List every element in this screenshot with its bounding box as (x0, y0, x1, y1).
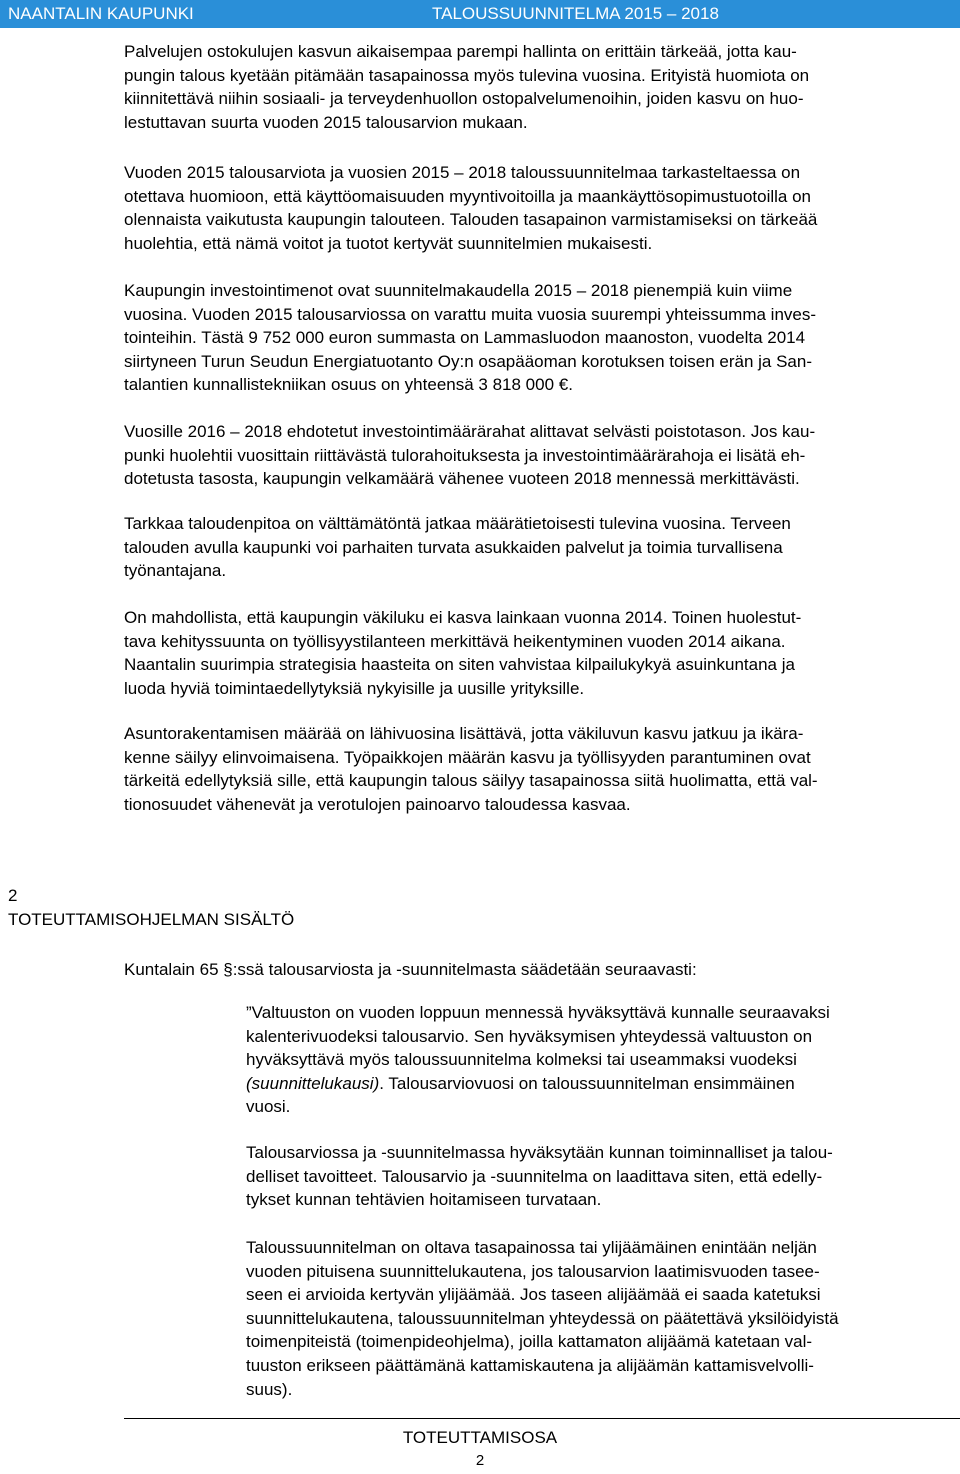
paragraph-investments: Kaupungin investointimenot ovat suunnitelmakaudella 2015 – 2018 pienempiä kuin viime vuosina. Vuoden 2015 talousarviossa on varattu muita vuosia suurempi yhteissumma inves- tointeihin. Tästä 9 752 000 euron summasta on Lammasluodon maanoston, vuodelta 2014 siirtyneen Turun Seudun Energiatuotanto Oy:n osapääoman korotuksen toisen erän ja San- talantien kunnallistekniikan osuus on yhteensä 3 818 000 €. (124, 281, 817, 395)
paragraph-purchase-costs: Palvelujen ostokulujen kasvun aikaisempaa parempi hallinta on erittäin tärkeää, jotta kau- pungin talous kyetään pitämään tasapainossa myös tulevina vuosina. Erityistä huomiota on kiinnitettävä niihin sosiaali- ja terveydenhuollon ostopalvelumenoihin, joiden kasvu on huo- lestuttavan suurta vuoden 2015 talousarvion mukaan. (124, 42, 810, 132)
footer-divider (124, 1418, 960, 1419)
quote-paragraph-1 (246, 1001, 960, 1119)
section-intro: Kuntalain 65 §:ssä talousarviosta ja -suunnitelmasta säädetään seuraavasti: (124, 960, 697, 979)
paragraph-budget-review: Vuoden 2015 talousarviota ja vuosien 2015 – 2018 taloussuunnitelmaa tarkasteltaessa on otettava huomioon, että käyttöomaisuuden myyntivoitoilla ja maankäyttösopimustuotoilla on olennaista vaikutusta kaupungin talouteen. Talouden tasapainon varmistamiseksi on tärkeää huolehtia, että nämä voitot ja tuotot kertyvät suunnitelmien mukaisesti. (124, 163, 818, 253)
section-number: 2 (8, 886, 18, 905)
quote-p1-text-end: . Talousarviovuosi on taloussuunnitelman ensimmäinen vuosi. (246, 1073, 795, 1117)
paragraph-investment-appropriations: Vuosille 2016 – 2018 ehdotetut investointimäärärahat alittavat selvästi poistotason. Jos kau- punki huolehtii vuosittain riittävästä tulorahoituksesta ja investointimäärärahoja ei lisätä eh- dotetusta tasosta, kaupungin velkamäärä vähenee vuoteen 2018 mennessä merkittävästi. (124, 422, 816, 489)
paragraph-economy: Tarkkaa taloudenpitoa on välttämätöntä jatkaa määrätietoisesti tulevina vuosina. Terveen talouden avulla kaupunki voi parhaiten turvata asukkaiden palvelut ja toimia turvallisena työnantajana. (124, 514, 791, 581)
running-header (0, 0, 960, 28)
header-organization: NAANTALIN KAUPUNKI (8, 4, 194, 23)
header-document-title: TALOUSSUUNNITELMA 2015 – 2018 (432, 4, 719, 23)
quote-p1-italic-term: (suunnittelukausi) (246, 1073, 380, 1093)
footer-title: TOTEUTTAMISOSA (402, 1428, 558, 1447)
paragraph-housing: Asuntorakentamisen määrää on lähivuosina lisättävä, jotta väkiluvun kasvu jatkuu ja ikära- kenne säilyy elinvoimaisena. Työpaikkojen määrän kasvu ja työllisyyden parantuminen ovat tärkeitä edellytyksiä sille, että kaupungin talous säilyy tasapainossa siitä huolimatta, että val- tionosuudet vähenevät ja verotulojen painoarvo taloudessa kasvaa. (124, 724, 818, 814)
section-heading: TOTEUTTAMISOHJELMAN SISÄLTÖ (8, 910, 295, 929)
quote-p1-text-start: ”Valtuuston on vuoden loppuun mennessä hyväksyttävä kunnalle seuraavaksi kalenterivuodeksi talousarvio. Sen hyväksymisen yhteydessä valtuuston on hyväksyttävä myös taloussuunnitelma kolmeksi tai useammaksi vuodeksi (246, 1003, 830, 1070)
page-number: 2 (475, 1452, 485, 1469)
quote-paragraph-3: Taloussuunnitelman on oltava tasapainossa tai ylijäämäinen enintään neljän vuoden pituisena suunnittelukautena, jos talousarvion laatimisvuoden tasee- seen ei arvioida kertyvän ylijäämää. Jos taseen alijäämää ei saada katetuksi suunnittelukautena, taloussuunnitelman yhteydessä on päätettävä yksilöidyistä toimenpiteistä (toimenpideohjelma), joilla kattamaton alijäämä katetaan val- tuuston erikseen päättämänä kattamiskautena ja alijäämän kattamisvelvolli- suus). (246, 1238, 839, 1399)
paragraph-population: On mahdollista, että kaupungin väkiluku ei kasva lainkaan vuonna 2014. Toinen huolestut- tava kehityssuunta on työllisyystilanteen merkittävä heikentyminen vuoden 2014 aikana. Naantalin suurimpia strategisia haasteita on siten vahvistaa kilpailukykyä asuinkuntana ja luoda hyviä toimintaedellytyksiä nykyisille ja uusille yrityksille. (124, 608, 802, 698)
quote-paragraph-2: Talousarviossa ja -suunnitelmassa hyväksytään kunnan toiminnalliset ja talou- delliset tavoitteet. Talousarvio ja -suunnitelma on laadittava siten, että edelly- tykset kunnan tehtävien hoitamiseen turvataan. (246, 1143, 833, 1210)
